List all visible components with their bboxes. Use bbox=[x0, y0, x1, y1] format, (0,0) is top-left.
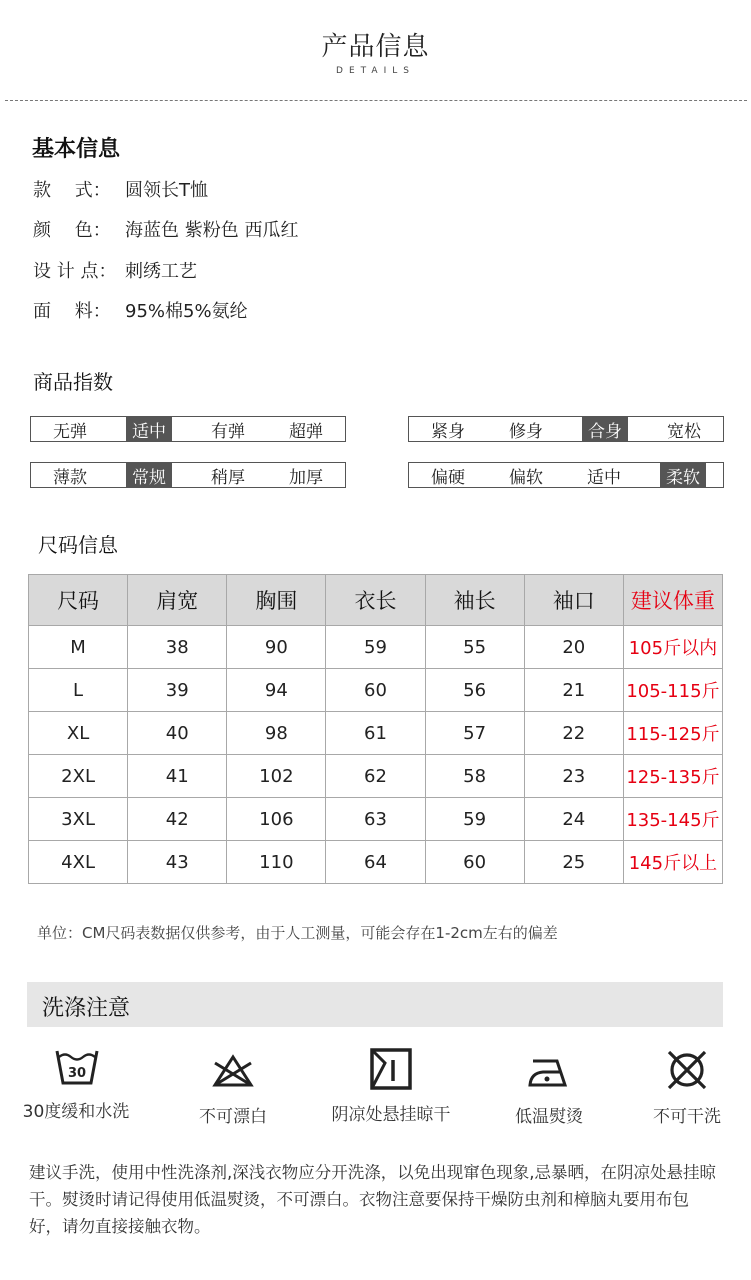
table-row bbox=[29, 626, 723, 669]
info-label: 颜 色： bbox=[33, 220, 111, 241]
thickness-index bbox=[30, 462, 346, 488]
table-cell: 21 bbox=[524, 669, 623, 712]
dry-in-shade-icon bbox=[369, 1047, 413, 1091]
header-divider bbox=[5, 100, 747, 101]
index-option: 宽松 bbox=[667, 421, 701, 442]
table-cell: 105-115斤 bbox=[623, 669, 722, 712]
index-option: 稍厚 bbox=[211, 467, 245, 488]
index-option-selected: 合身 bbox=[582, 417, 628, 441]
table-cell: 24 bbox=[524, 798, 623, 841]
info-label: 款 式： bbox=[33, 180, 111, 201]
table-cell: 57 bbox=[425, 712, 524, 755]
table-cell: 102 bbox=[227, 755, 326, 798]
info-label: 设 计 点： bbox=[33, 261, 117, 282]
index-option: 偏硬 bbox=[431, 467, 465, 488]
table-cell: 56 bbox=[425, 669, 524, 712]
column-header: 衣长 bbox=[326, 575, 425, 626]
table-cell: M bbox=[29, 626, 128, 669]
table-row bbox=[29, 755, 723, 798]
table-cell: 40 bbox=[128, 712, 227, 755]
wash-label: 阴凉处悬挂晾干 bbox=[331, 1105, 451, 1125]
wash-temperature: 30 bbox=[67, 1066, 87, 1081]
table-cell: 20 bbox=[524, 626, 623, 669]
table-cell: 4XL bbox=[29, 841, 128, 884]
table-cell: 23 bbox=[524, 755, 623, 798]
wash-30-icon bbox=[54, 1047, 100, 1091]
index-option: 有弹 bbox=[211, 421, 245, 442]
fit-index bbox=[408, 416, 724, 442]
table-cell: 59 bbox=[425, 798, 524, 841]
table-cell: XL bbox=[29, 712, 128, 755]
table-row bbox=[29, 798, 723, 841]
info-label: 面 料： bbox=[33, 301, 111, 322]
info-value: 海蓝色 紫粉色 西瓜红 bbox=[125, 220, 299, 241]
table-cell: 94 bbox=[227, 669, 326, 712]
basic-info-heading: 基本信息 bbox=[32, 137, 121, 162]
table-cell: 38 bbox=[128, 626, 227, 669]
table-cell: 115-125斤 bbox=[623, 712, 722, 755]
wash-label: 低温熨烫 bbox=[515, 1107, 583, 1127]
table-cell: 90 bbox=[227, 626, 326, 669]
wash-heading: 洗涤注意 bbox=[42, 996, 131, 1021]
index-option: 薄款 bbox=[53, 467, 87, 488]
table-cell: 55 bbox=[425, 626, 524, 669]
index-option-selected: 适中 bbox=[126, 417, 172, 441]
table-cell: 135-145斤 bbox=[623, 798, 722, 841]
table-cell: 60 bbox=[326, 669, 425, 712]
index-option-selected: 常规 bbox=[126, 463, 172, 487]
table-cell: 62 bbox=[326, 755, 425, 798]
table-cell: L bbox=[29, 669, 128, 712]
index-option-selected: 柔软 bbox=[660, 463, 706, 487]
no-dry-clean-icon bbox=[665, 1048, 709, 1092]
table-cell: 42 bbox=[128, 798, 227, 841]
column-header: 尺码 bbox=[29, 575, 128, 626]
info-value: 圆领长T恤 bbox=[125, 180, 208, 201]
info-value: 95%棉5%氨纶 bbox=[125, 301, 248, 322]
wash-label: 30度缓和水洗 bbox=[22, 1102, 130, 1122]
table-cell: 98 bbox=[227, 712, 326, 755]
table-row bbox=[29, 841, 723, 884]
table-cell: 25 bbox=[524, 841, 623, 884]
table-cell: 61 bbox=[326, 712, 425, 755]
size-note: 单位：CM尺码表数据仅供参考，由于人工测量，可能会存在1-2cm左右的偏差 bbox=[37, 924, 558, 942]
table-cell: 105斤以内 bbox=[623, 626, 722, 669]
elasticity-index bbox=[30, 416, 346, 442]
softness-index bbox=[408, 462, 724, 488]
index-option: 偏软 bbox=[509, 467, 543, 488]
index-option: 加厚 bbox=[289, 467, 323, 488]
column-header: 建议体重 bbox=[623, 575, 722, 626]
table-row bbox=[29, 669, 723, 712]
table-header-row bbox=[29, 575, 723, 626]
table-cell: 3XL bbox=[29, 798, 128, 841]
table-cell: 60 bbox=[425, 841, 524, 884]
index-option: 紧身 bbox=[431, 421, 465, 442]
index-heading: 商品指数 bbox=[33, 370, 113, 394]
table-cell: 145斤以上 bbox=[623, 841, 722, 884]
no-bleach-icon bbox=[211, 1051, 255, 1095]
wash-label: 不可漂白 bbox=[199, 1107, 267, 1127]
column-header: 肩宽 bbox=[128, 575, 227, 626]
page-subtitle: DETAILS bbox=[336, 66, 415, 76]
table-row bbox=[29, 712, 723, 755]
index-option: 超弹 bbox=[289, 421, 323, 442]
wash-label: 不可干洗 bbox=[653, 1107, 721, 1127]
table-cell: 41 bbox=[128, 755, 227, 798]
column-header: 胸围 bbox=[227, 575, 326, 626]
low-iron-icon bbox=[527, 1051, 571, 1095]
column-header: 袖口 bbox=[524, 575, 623, 626]
index-option: 无弹 bbox=[53, 421, 87, 442]
table-cell: 125-135斤 bbox=[623, 755, 722, 798]
table-cell: 58 bbox=[425, 755, 524, 798]
info-value: 刺绣工艺 bbox=[125, 261, 197, 282]
size-heading: 尺码信息 bbox=[38, 533, 118, 557]
page-title: 产品信息 bbox=[321, 32, 430, 62]
table-cell: 22 bbox=[524, 712, 623, 755]
wash-instructions: 建议手洗，使用中性洗涤剂,深浅衣物应分开洗涤，以免出现窜色现象,忌暴晒，在阴凉处悬挂晾干。熨烫时请记得使用低温熨烫，不可漂白。衣物注意要保持干燥防虫剂和樟脑丸要用布包好，请勿直接接触衣物。 bbox=[29, 1163, 716, 1236]
wash-heading-bar bbox=[27, 982, 723, 1027]
table-cell: 39 bbox=[128, 669, 227, 712]
index-option: 适中 bbox=[587, 467, 621, 488]
table-cell: 64 bbox=[326, 841, 425, 884]
table-cell: 63 bbox=[326, 798, 425, 841]
table-cell: 43 bbox=[128, 841, 227, 884]
index-option: 修身 bbox=[509, 421, 543, 442]
column-header: 袖长 bbox=[425, 575, 524, 626]
table-cell: 2XL bbox=[29, 755, 128, 798]
table-cell: 59 bbox=[326, 626, 425, 669]
table-cell: 106 bbox=[227, 798, 326, 841]
table-cell: 110 bbox=[227, 841, 326, 884]
size-table bbox=[28, 574, 723, 884]
